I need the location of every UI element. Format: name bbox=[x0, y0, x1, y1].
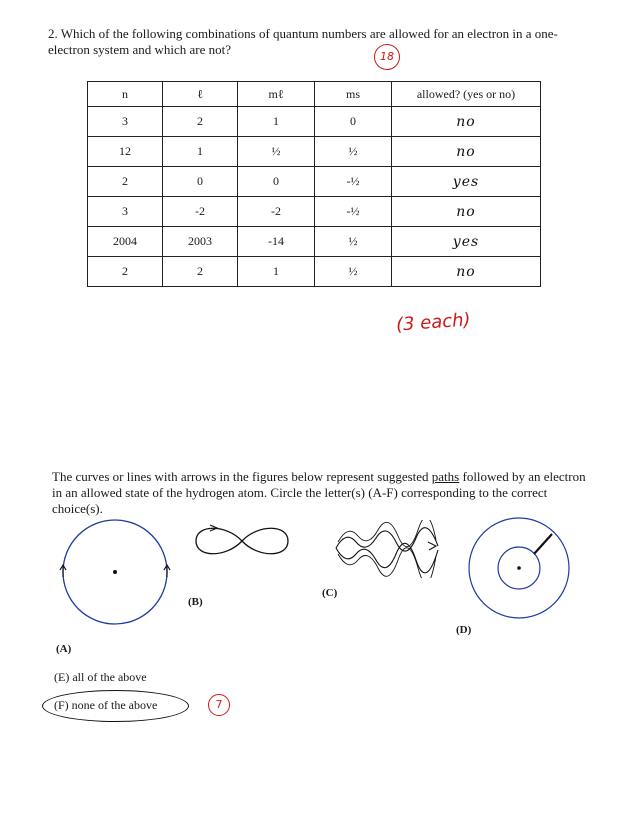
table-row bbox=[88, 107, 541, 137]
cell-l: -2 bbox=[163, 197, 238, 227]
cell-ms: -½ bbox=[315, 167, 392, 197]
cell-ml: ½ bbox=[238, 137, 315, 167]
part2-text bbox=[52, 469, 592, 517]
part2-underlined: paths bbox=[431, 469, 460, 484]
figure-a-label: (A) bbox=[56, 643, 72, 655]
table-row bbox=[88, 137, 541, 167]
cell-n: 12 bbox=[88, 137, 163, 167]
cell-n: 2 bbox=[88, 167, 163, 197]
figure-c-label: (C) bbox=[322, 587, 338, 599]
transition-arrow-icon bbox=[534, 534, 552, 554]
cell-l: 2003 bbox=[163, 227, 238, 257]
cell-allowed: no bbox=[392, 137, 541, 167]
cell-ml: 0 bbox=[238, 167, 315, 197]
nucleus-dot bbox=[113, 570, 117, 574]
cell-n: 3 bbox=[88, 197, 163, 227]
cell-ms: -½ bbox=[315, 197, 392, 227]
figure-d-concentric-orbits bbox=[466, 515, 572, 621]
figure-b-figure-eight bbox=[190, 520, 294, 562]
part2-text-before: The curves or lines with arrows in the figures below represent suggested bbox=[52, 469, 432, 484]
cell-allowed: yes bbox=[392, 167, 541, 197]
cell-l: 2 bbox=[163, 257, 238, 287]
score-circle-18: 18 bbox=[374, 44, 400, 70]
table-row bbox=[88, 197, 541, 227]
cell-ml: -2 bbox=[238, 197, 315, 227]
cell-n: 2004 bbox=[88, 227, 163, 257]
cell-ml: -14 bbox=[238, 227, 315, 257]
table-row bbox=[88, 227, 541, 257]
table-header-row bbox=[88, 82, 541, 107]
cell-allowed: yes bbox=[392, 227, 541, 257]
cell-l: 0 bbox=[163, 167, 238, 197]
cell-allowed: no bbox=[392, 197, 541, 227]
header-ms: ms bbox=[315, 82, 392, 107]
choice-f: (F) none of the above bbox=[54, 698, 158, 712]
choice-e: (E) all of the above bbox=[54, 670, 147, 684]
figure-d-label: (D) bbox=[456, 624, 472, 636]
arrow-icon bbox=[428, 542, 436, 550]
question-text bbox=[48, 26, 588, 58]
figure-b-label: (B) bbox=[188, 596, 203, 608]
quantum-number-table bbox=[87, 81, 541, 287]
cell-l: 2 bbox=[163, 107, 238, 137]
question-number: 2. bbox=[48, 26, 58, 41]
table-row bbox=[88, 257, 541, 287]
cell-ms: ½ bbox=[315, 227, 392, 257]
cell-ms: ½ bbox=[315, 137, 392, 167]
cell-l: 1 bbox=[163, 137, 238, 167]
figure-c-wavy-orbit bbox=[332, 520, 444, 578]
header-l: ℓ bbox=[163, 82, 238, 107]
header-allowed: allowed? (yes or no) bbox=[392, 82, 541, 107]
figure-a-circular-orbit bbox=[56, 519, 180, 629]
question-body: Which of the following combinations of quantum numbers are allowed for an electron in a one-electron system and which are not? bbox=[48, 26, 558, 57]
cell-ms: ½ bbox=[315, 257, 392, 287]
nucleus-dot bbox=[517, 566, 521, 570]
cell-ml: 1 bbox=[238, 257, 315, 287]
cell-allowed: no bbox=[392, 257, 541, 287]
grading-note: (3 each) bbox=[395, 309, 472, 336]
figure-eight-path bbox=[196, 528, 288, 554]
cell-allowed: no bbox=[392, 107, 541, 137]
score-circle-7: 7 bbox=[208, 694, 230, 716]
cell-n: 2 bbox=[88, 257, 163, 287]
cell-n: 3 bbox=[88, 107, 163, 137]
cell-ml: 1 bbox=[238, 107, 315, 137]
header-n: n bbox=[88, 82, 163, 107]
header-ml: mℓ bbox=[238, 82, 315, 107]
cell-ms: 0 bbox=[315, 107, 392, 137]
part2-text-after: followed by an electron in an allowed state of the hydrogen atom. Circle the letter(s) (A-F) corresponding to the correct choice(s). bbox=[52, 469, 586, 516]
table-row bbox=[88, 167, 541, 197]
